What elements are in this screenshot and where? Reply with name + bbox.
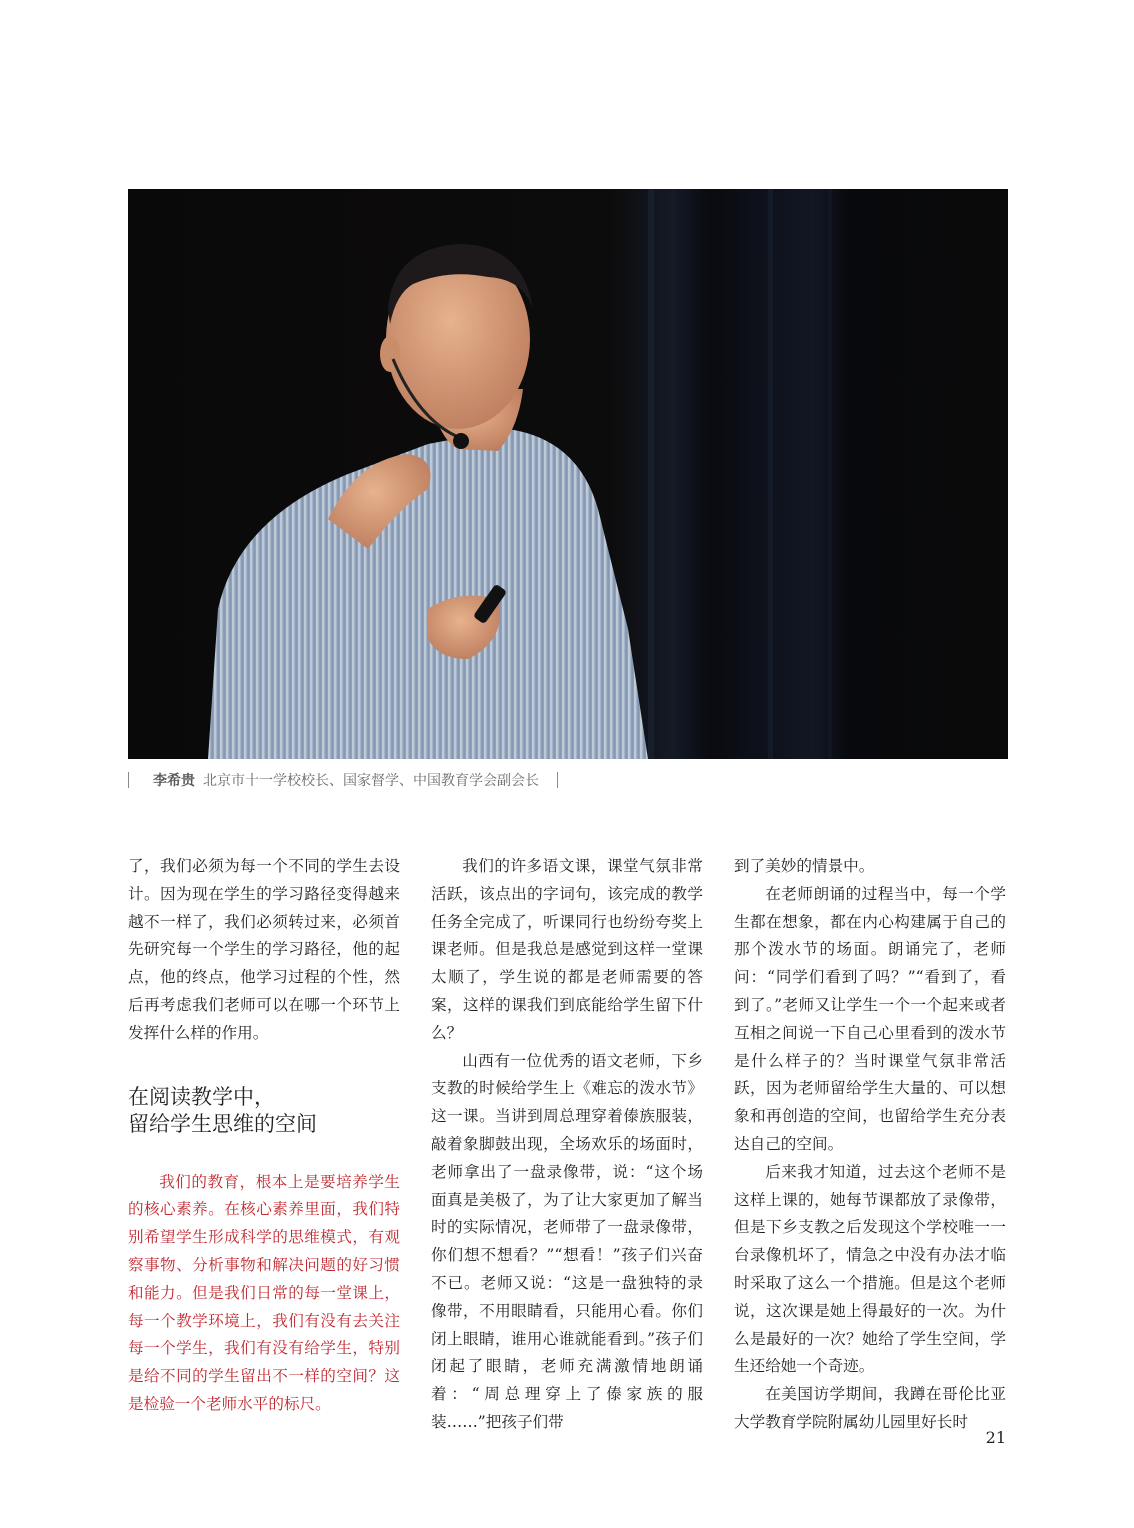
body-paragraph: 了，我们必须为每一个不同的学生去设计。因为现在学生的学习路径变得越来越不一样了，我们必须转过来，必须首先研究每一个学生的学习路径，他的起点，他的终点，他学习过程的个性，然后再考虑我们老师可以在哪一个环节上发挥什么样的作用。 [128,857,400,1042]
body-paragraph: 在老师朗诵的过程当中，每一个学生都在想象，都在内心构建属于自己的那个泼水节的场面。朗诵完了，老师问：“同学们看到了吗？”“看到了，看到了。”老师又让学生一个一个起来或者互相之间说一下自己心里看到的泼水节是什么样子的？当时课堂气氛非常活跃，因为老师留给学生大量的、可以想象和再创造的空间，也留给学生充分表达自己的空间。 [734,884,1006,1153]
section-heading [128,1084,400,1138]
caption-name: 李希贵 [153,773,195,789]
text-column-1 [128,853,400,1419]
caption-divider-left [128,772,129,788]
body-paragraph: 山西有一位优秀的语文老师，下乡支教的时候给学生上《难忘的泼水节》这一课。当讲到周总理穿着傣族服装，敲着象脚鼓出现，全场欢乐的场面时，老师拿出了一盘录像带，说：“这个场面真是美极了，为了让大家更加了解当时的实际情况，老师带了一盘录像带，你们想不想看？”“想看！”孩子们兴奋不已。老师又说：“这是一盘独特的录像带，不用眼睛看，只能用心看。你们闭上眼睛，谁用心谁就能看到。”孩子们闭起了眼睛，老师充满激情地朗诵着：“周总理穿上了傣家族的服装……”把孩子们带 [431,1051,703,1431]
text-column-2 [431,853,703,1437]
caption-divider-right [557,772,558,788]
caption-title: 北京市十一学校校长、国家督学、中国教育学会副会长 [203,773,539,789]
photo-caption [128,771,1008,791]
section-heading-line2: 留给学生思维的空间 [128,1111,317,1136]
section-heading-line1: 在阅读教学中， [128,1084,275,1109]
highlight-paragraph: 我们的教育，根本上是要培养学生的核心素养。在核心素养里面，我们特别希望学生形成科学的思维模式，有观察事物、分析事物和解决问题的好习惯和能力。但是我们日常的每一堂课上，每一个教学环境上，我们有没有去关注每一个学生，我们有没有给学生，特别是给不同的学生留出不一样的空间？这是检验一个老师水平的标尺。 [128,1172,400,1413]
text-column-3 [734,853,1006,1437]
body-paragraph: 我们的许多语文课，课堂气氛非常活跃，该点出的字词句，该完成的教学任务全完成了，听课同行也纷纷夸奖上课老师。但是我总是感觉到这样一堂课太顺了，学生说的都是老师需要的答案，这样的课我们到底能给学生留下什么？ [431,857,703,1042]
body-paragraph: 到了美妙的情景中。 [734,857,875,875]
body-paragraph: 后来我才知道，过去这个老师不是这样上课的，她每节课都放了录像带，但是下乡支教之后发现这个学校唯一一台录像机坏了，情急之中没有办法才临时采取了这么一个措施。但是这个老师说，这次课是她上得最好的一次。为什么是最好的一次？她给了学生空间，学生还给她一个奇迹。 [734,1162,1006,1376]
speaker-photo-illustration [128,189,1008,759]
page-number: 21 [985,1428,1006,1447]
body-paragraph: 在美国访学期间，我蹲在哥伦比亚大学教育学院附属幼儿园里好长时 [734,1385,1006,1431]
speaker-photo [128,189,1008,759]
